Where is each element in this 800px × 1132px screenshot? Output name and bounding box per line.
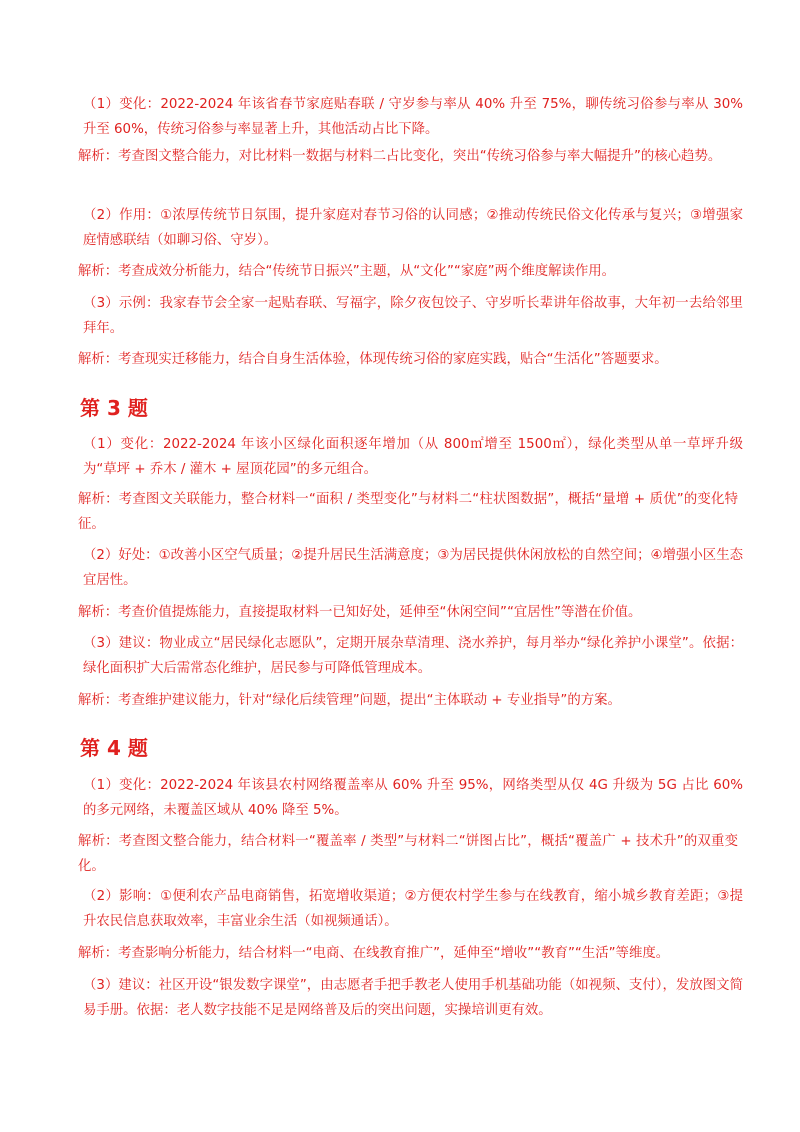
answer-2-part-2: （2）作用：①浓厚传统节日氛围，提升家庭对春节习俗的认同感；②推动传统民俗文化传承与复兴；③增强家庭情感联结（如聊习俗、守岁）。 (83, 208, 743, 248)
answer-2-part-2-analysis: 解析：考查成效分析能力，结合“传统节日振兴”主题，从“文化”“家庭”两个维度解读作用。 (78, 264, 616, 279)
answer-4-part-2: （2）影响：①便利农产品电商销售，拓宽增收渠道；②方便农村学生参与在线教育，缩小城乡教育差距；③提升农民信息获取效率，丰富业余生活（如视频通话）。 (83, 889, 743, 929)
answer-2-part-1: （1）变化：2022-2024 年该省春节家庭贴春联 / 守岁参与率从 40% 升至 75%，聊传统习俗参与率从 30% 升至 60%，传统习俗参与率显著上升，其他活动占比下降。 (83, 97, 743, 137)
answer-4-part-3: （3）建议：社区开设“银发数字课堂”，由志愿者手把手教老人使用手机基础功能（如视频、支付），发放图文简易手册。依据：老人数字技能不足是网络普及后的突出问题，实操培训更有效。 (83, 978, 743, 1018)
answer-4-part-1-analysis: 解析：考查图文整合能力，结合材料一“覆盖率 / 类型”与材料二“饼图占比”，概括“覆盖广 + 技术升”的双重变化。 (78, 834, 738, 874)
answer-2-part-1-analysis: 解析：考查图文整合能力，对比材料一数据与材料二占比变化，突出“传统习俗参与率大幅提升”的核心趋势。 (78, 149, 722, 164)
question-4-heading: 第 4 题 (80, 736, 148, 760)
answer-3-part-1: （1）变化：2022-2024 年该小区绿化面积逐年增加（从 800㎡增至 1500㎡），绿化类型从单一草坪升级为“草坪 + 乔木 / 灌木 + 屋顶花园”的多元组合。 (83, 437, 743, 477)
answer-3-part-2: （2）好处：①改善小区空气质量；②提升居民生活满意度；③为居民提供休闲放松的自然空间；④增强小区生态宜居性。 (83, 548, 743, 588)
answer-2-part-3: （3）示例：我家春节会全家一起贴春联、写福字，除夕夜包饺子、守岁听长辈讲年俗故事，大年初一去给邻里拜年。 (83, 296, 743, 336)
answer-2-part-3-analysis: 解析：考查现实迁移能力，结合自身生活体验，体现传统习俗的家庭实践，贴合“生活化”答题要求。 (78, 352, 668, 367)
answer-3-part-2-analysis: 解析：考查价值提炼能力，直接提取材料一已知好处，延伸至“休闲空间”“宜居性”等潜在价值。 (78, 605, 642, 620)
answer-3-part-1-analysis: 解析：考查图文关联能力，整合材料一“面积 / 类型变化”与材料二“柱状图数据”，概括“量增 + 质优”的变化特征。 (78, 492, 738, 532)
answer-3-part-3: （3）建议：物业成立“居民绿化志愿队”，定期开展杂草清理、浇水养护，每月举办“绿化养护小课堂”。依据：绿化面积扩大后需常态化维护，居民参与可降低管理成本。 (83, 636, 743, 676)
answer-4-part-2-analysis: 解析：考查影响分析能力，结合材料一“电商、在线教育推广”，延伸至“增收”“教育”“生活”等维度。 (78, 946, 670, 961)
question-3-heading: 第 3 题 (80, 396, 148, 420)
answer-4-part-1: （1）变化：2022-2024 年该县农村网络覆盖率从 60% 升至 95%，网络类型从仅 4G 升级为 5G 占比 60% 的多元网络，未覆盖区域从 40% 降至 5%。 (83, 778, 743, 818)
answer-3-part-3-analysis: 解析：考查维护建议能力，针对“绿化后续管理”问题，提出“主体联动 + 专业指导”的方案。 (78, 693, 621, 708)
